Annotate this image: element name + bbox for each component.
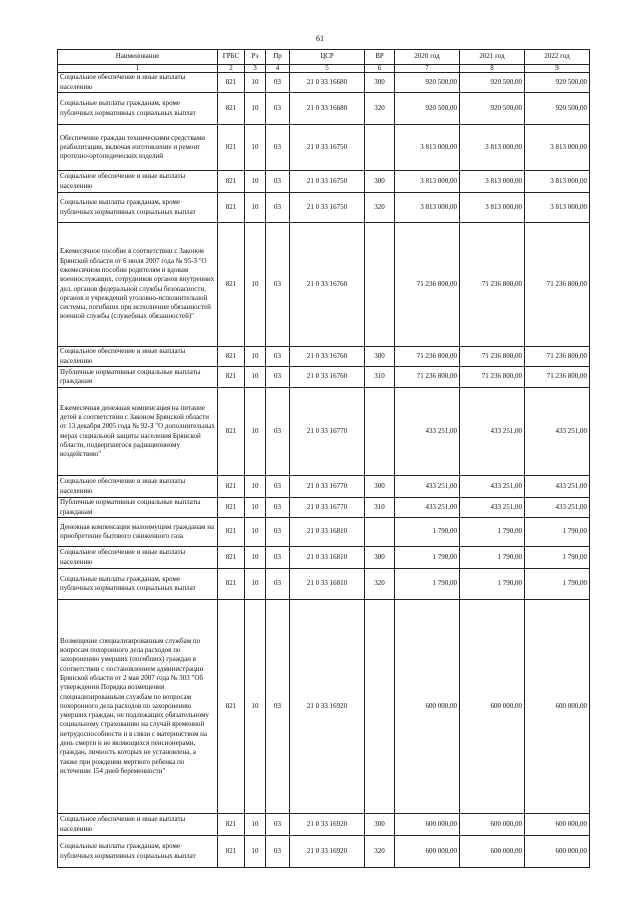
- table-row: [58, 498, 590, 518]
- row-name-cell: Социальное обеспечение и иные выплаты населению: [58, 547, 218, 569]
- row-2022-cell: 3 813 000,00: [525, 171, 590, 193]
- header-2020: 2020 год: [395, 50, 460, 65]
- table-row: [58, 600, 590, 814]
- row-vr-cell: 300: [365, 347, 395, 367]
- row-2022-cell: 1 790,00: [525, 547, 590, 569]
- header-row: [58, 50, 590, 65]
- row-2020-cell: 600 000,00: [395, 600, 460, 814]
- column-number: 7: [395, 65, 460, 73]
- row-2021-cell: 600 000,00: [460, 836, 525, 868]
- row-pr-cell: 03: [266, 498, 290, 518]
- row-grbs-cell: 821: [218, 125, 245, 171]
- row-2021-cell: 433 251,00: [460, 388, 525, 476]
- row-2021-cell: 71 236 800,00: [460, 223, 525, 347]
- row-grbs-cell: 821: [218, 600, 245, 814]
- row-2022-cell: 920 500,00: [525, 93, 590, 125]
- column-number: 3: [245, 65, 266, 73]
- row-pr-cell: 03: [266, 388, 290, 476]
- row-2021-cell: 3 813 000,00: [460, 193, 525, 223]
- row-2021-cell: 1 790,00: [460, 547, 525, 569]
- row-vr-cell: [365, 388, 395, 476]
- row-grbs-cell: 821: [218, 518, 245, 547]
- row-grbs-cell: 821: [218, 569, 245, 600]
- row-2020-cell: 433 251,00: [395, 476, 460, 498]
- row-2022-cell: 600 000,00: [525, 600, 590, 814]
- row-2020-cell: 3 813 000,00: [395, 125, 460, 171]
- row-rz-cell: 10: [245, 223, 266, 347]
- table-row: [58, 518, 590, 547]
- row-vr-cell: 300: [365, 73, 395, 93]
- row-2020-cell: 920 500,00: [395, 93, 460, 125]
- row-2021-cell: 600 000,00: [460, 600, 525, 814]
- row-2020-cell: 600 000,00: [395, 814, 460, 836]
- row-2020-cell: 600 000,00: [395, 836, 460, 868]
- row-rz-cell: 10: [245, 569, 266, 600]
- row-csr-cell: 21 0 33 16920: [290, 836, 365, 868]
- row-csr-cell: 21 0 33 16760: [290, 347, 365, 367]
- row-2022-cell: 1 790,00: [525, 518, 590, 547]
- row-name-cell: Ежемесячное пособие в соответствии с Законом Брянской области от 6 июля 2007 года № 95-З "О ежемесячном пособии родителям и вдовам военнослужащих, сотрудников органов внутренних дел, органов федеральной службы безопасности, органов и учреждений уголовно-исполнительной системы, погибших при исполнении обязанностей военной службы (служебных обязанностей)": [58, 223, 218, 347]
- row-2021-cell: 71 236 800,00: [460, 347, 525, 367]
- row-name-cell: Социальное обеспечение и иные выплаты населению: [58, 476, 218, 498]
- row-name-cell: Социальное обеспечение и иные выплаты населению: [58, 171, 218, 193]
- row-2021-cell: 920 500,00: [460, 93, 525, 125]
- row-2022-cell: 920 500,00: [525, 73, 590, 93]
- row-2022-cell: 433 251,00: [525, 388, 590, 476]
- row-pr-cell: 03: [266, 193, 290, 223]
- row-vr-cell: 320: [365, 93, 395, 125]
- row-2021-cell: 920 500,00: [460, 73, 525, 93]
- row-grbs-cell: 821: [218, 547, 245, 569]
- row-2022-cell: 433 251,00: [525, 498, 590, 518]
- column-number-row: [58, 65, 590, 73]
- row-rz-cell: 10: [245, 498, 266, 518]
- table-row: [58, 367, 590, 388]
- row-name-cell: Социальные выплаты гражданам, кроме публичных нормативных социальных выплат: [58, 193, 218, 223]
- header-vr: ВР: [365, 50, 395, 65]
- row-2020-cell: 71 236 800,00: [395, 347, 460, 367]
- row-rz-cell: 10: [245, 814, 266, 836]
- row-vr-cell: 300: [365, 814, 395, 836]
- table-row: [58, 93, 590, 125]
- row-pr-cell: 03: [266, 125, 290, 171]
- row-grbs-cell: 821: [218, 223, 245, 347]
- row-grbs-cell: 821: [218, 93, 245, 125]
- row-grbs-cell: 821: [218, 193, 245, 223]
- row-rz-cell: 10: [245, 367, 266, 388]
- table-row: [58, 476, 590, 498]
- row-rz-cell: 10: [245, 476, 266, 498]
- row-vr-cell: 300: [365, 547, 395, 569]
- row-grbs-cell: 821: [218, 347, 245, 367]
- header-name: Наименование: [58, 50, 218, 65]
- row-grbs-cell: 821: [218, 73, 245, 93]
- row-2020-cell: 3 813 000,00: [395, 171, 460, 193]
- row-2022-cell: 71 236 800,00: [525, 367, 590, 388]
- row-2022-cell: 600 000,00: [525, 836, 590, 868]
- table-row: [58, 347, 590, 367]
- row-vr-cell: 300: [365, 171, 395, 193]
- row-rz-cell: 10: [245, 600, 266, 814]
- row-grbs-cell: 821: [218, 498, 245, 518]
- column-number: 8: [460, 65, 525, 73]
- table-row: [58, 73, 590, 93]
- row-2020-cell: 3 813 000,00: [395, 193, 460, 223]
- header-rz: Рз: [245, 50, 266, 65]
- row-name-cell: Социальные выплаты гражданам, кроме публичных нормативных социальных выплат: [58, 569, 218, 600]
- column-number: 4: [266, 65, 290, 73]
- header-2022: 2022 год: [525, 50, 590, 65]
- header-csr: ЦСР: [290, 50, 365, 65]
- row-2020-cell: 433 251,00: [395, 498, 460, 518]
- row-rz-cell: 10: [245, 125, 266, 171]
- row-csr-cell: 21 0 33 16920: [290, 814, 365, 836]
- row-2021-cell: 600 000,00: [460, 814, 525, 836]
- row-rz-cell: 10: [245, 518, 266, 547]
- row-name-cell: Социальные выплаты гражданам, кроме публичных нормативных социальных выплат: [58, 836, 218, 868]
- table-row: [58, 223, 590, 347]
- row-2021-cell: 71 236 800,00: [460, 367, 525, 388]
- row-pr-cell: 03: [266, 600, 290, 814]
- column-number: 5: [290, 65, 365, 73]
- row-csr-cell: 21 0 33 16680: [290, 93, 365, 125]
- row-name-cell: Социальные выплаты гражданам, кроме публичных нормативных социальных выплат: [58, 93, 218, 125]
- row-rz-cell: 10: [245, 193, 266, 223]
- row-2021-cell: 1 790,00: [460, 518, 525, 547]
- table-row: [58, 171, 590, 193]
- row-grbs-cell: 821: [218, 476, 245, 498]
- row-csr-cell: 21 0 33 16760: [290, 367, 365, 388]
- table-row: [58, 547, 590, 569]
- row-name-cell: Социальное обеспечение и иные выплаты населению: [58, 814, 218, 836]
- row-pr-cell: 03: [266, 93, 290, 125]
- row-2021-cell: 3 813 000,00: [460, 125, 525, 171]
- row-vr-cell: [365, 125, 395, 171]
- row-csr-cell: 21 0 33 16750: [290, 125, 365, 171]
- row-2022-cell: 3 813 000,00: [525, 125, 590, 171]
- header-2021: 2021 год: [460, 50, 525, 65]
- row-csr-cell: 21 0 33 16920: [290, 600, 365, 814]
- table-row: [58, 193, 590, 223]
- row-2021-cell: 1 790,00: [460, 569, 525, 600]
- row-csr-cell: 21 0 33 16760: [290, 223, 365, 347]
- row-name-cell: Публичные нормативные социальные выплаты гражданам: [58, 498, 218, 518]
- row-2021-cell: 433 251,00: [460, 476, 525, 498]
- row-rz-cell: 10: [245, 836, 266, 868]
- row-2020-cell: 71 236 800,00: [395, 223, 460, 347]
- row-csr-cell: 21 0 33 16770: [290, 388, 365, 476]
- row-csr-cell: 21 0 33 16770: [290, 476, 365, 498]
- table-row: [58, 836, 590, 868]
- row-pr-cell: 03: [266, 73, 290, 93]
- row-2020-cell: 433 251,00: [395, 388, 460, 476]
- row-pr-cell: 03: [266, 367, 290, 388]
- row-2022-cell: 3 813 000,00: [525, 193, 590, 223]
- header-pr: Пр: [266, 50, 290, 65]
- row-pr-cell: 03: [266, 223, 290, 347]
- column-number: 1: [58, 65, 218, 73]
- budget-table: [57, 49, 590, 868]
- row-2020-cell: 1 790,00: [395, 518, 460, 547]
- row-vr-cell: 320: [365, 836, 395, 868]
- header-grbs: ГРБС: [218, 50, 245, 65]
- row-name-cell: Возмещение специализированным службам по вопросам похоронного дела расходов по захоронению умерших (погибших) граждан в соответствии с постановлением администрации Брянской области от 2 мая 2007 года № 303 "Об утверждении Порядка возмещения специализированным службам по вопросам похоронного дела расходов по захоронению умерших граждан, не подлежащих обязательному социальному страхованию на случай временной нетрудоспособности и в связи с материнством на день смерти и не являющихся пенсионерами, граждан, личность которых не установлена, а также при рождении мертвого ребенка по истечении 154 дней беременности": [58, 600, 218, 814]
- row-name-cell: Ежемесячная денежная компенсация на питание детей в соответствии с Законом Брянской области от 13 декабря 2005 года № 92-З "О дополнительных мерах социальной защиты населения Брянской области, подвергшегося радиационному воздействию": [58, 388, 218, 476]
- row-rz-cell: 10: [245, 73, 266, 93]
- row-grbs-cell: 821: [218, 367, 245, 388]
- row-pr-cell: 03: [266, 171, 290, 193]
- row-pr-cell: 03: [266, 814, 290, 836]
- column-number: 2: [218, 65, 245, 73]
- row-vr-cell: 320: [365, 569, 395, 600]
- row-csr-cell: 21 0 33 16750: [290, 193, 365, 223]
- row-2021-cell: 3 813 000,00: [460, 171, 525, 193]
- row-csr-cell: 21 0 33 16770: [290, 498, 365, 518]
- row-pr-cell: 03: [266, 836, 290, 868]
- row-grbs-cell: 821: [218, 388, 245, 476]
- row-2020-cell: 1 790,00: [395, 569, 460, 600]
- row-name-cell: Обеспечение граждан техническими средствами реабилитации, включая изготовление и ремонт протезно-ортопедических изделий: [58, 125, 218, 171]
- table-row: [58, 388, 590, 476]
- row-csr-cell: 21 0 33 16810: [290, 547, 365, 569]
- row-2022-cell: 433 251,00: [525, 476, 590, 498]
- row-vr-cell: [365, 600, 395, 814]
- row-2022-cell: 1 790,00: [525, 569, 590, 600]
- row-2020-cell: 71 236 800,00: [395, 367, 460, 388]
- row-vr-cell: [365, 518, 395, 547]
- row-csr-cell: 21 0 33 16810: [290, 518, 365, 547]
- column-number: 9: [525, 65, 590, 73]
- row-csr-cell: 21 0 33 16810: [290, 569, 365, 600]
- column-number: 6: [365, 65, 395, 73]
- row-vr-cell: 320: [365, 193, 395, 223]
- row-name-cell: Социальное обеспечение и иные выплаты населению: [58, 347, 218, 367]
- row-2022-cell: 600 000,00: [525, 814, 590, 836]
- row-pr-cell: 03: [266, 547, 290, 569]
- row-2020-cell: 920 500,00: [395, 73, 460, 93]
- row-rz-cell: 10: [245, 171, 266, 193]
- row-rz-cell: 10: [245, 547, 266, 569]
- row-name-cell: Социальное обеспечение и иные выплаты населению: [58, 73, 218, 93]
- row-vr-cell: 300: [365, 476, 395, 498]
- table-row: [58, 125, 590, 171]
- row-grbs-cell: 821: [218, 814, 245, 836]
- row-vr-cell: 310: [365, 498, 395, 518]
- row-2021-cell: 433 251,00: [460, 498, 525, 518]
- table-row: [58, 814, 590, 836]
- row-2022-cell: 71 236 800,00: [525, 347, 590, 367]
- row-pr-cell: 03: [266, 476, 290, 498]
- row-pr-cell: 03: [266, 347, 290, 367]
- row-pr-cell: 03: [266, 569, 290, 600]
- row-rz-cell: 10: [245, 388, 266, 476]
- row-pr-cell: 03: [266, 518, 290, 547]
- row-name-cell: Денежная компенсация малоимущим гражданам на приобретение бытового сжиженного газа: [58, 518, 218, 547]
- row-name-cell: Публичные нормативные социальные выплаты гражданам: [58, 367, 218, 388]
- row-rz-cell: 10: [245, 93, 266, 125]
- row-rz-cell: 10: [245, 347, 266, 367]
- row-grbs-cell: 821: [218, 836, 245, 868]
- row-vr-cell: 310: [365, 367, 395, 388]
- row-grbs-cell: 821: [218, 171, 245, 193]
- row-csr-cell: 21 0 33 16750: [290, 171, 365, 193]
- row-2020-cell: 1 790,00: [395, 547, 460, 569]
- page-number: 61: [316, 34, 324, 43]
- table-body: [58, 73, 590, 868]
- table-row: [58, 569, 590, 600]
- row-csr-cell: 21 0 33 16680: [290, 73, 365, 93]
- row-2022-cell: 71 236 800,00: [525, 223, 590, 347]
- row-vr-cell: [365, 223, 395, 347]
